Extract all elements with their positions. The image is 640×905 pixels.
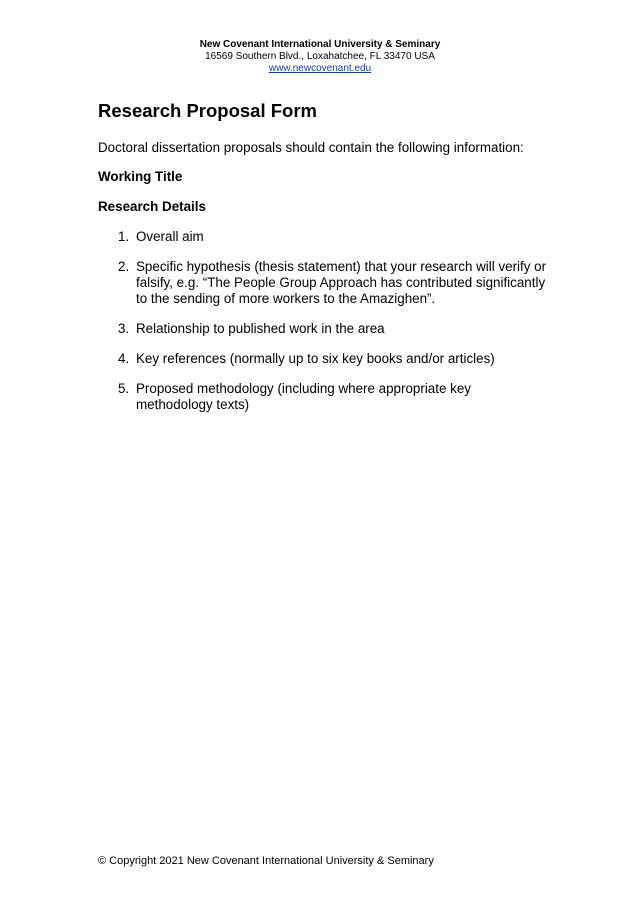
website-link[interactable]: www.newcovenant.edu <box>268 63 372 74</box>
list-item <box>98 259 548 307</box>
list-item <box>98 351 548 367</box>
page-footer: © Copyright 2021 New Covenant International University & Seminary <box>98 855 434 867</box>
list-item-number: 5. <box>118 381 130 396</box>
list-item-number: 4. <box>118 351 130 366</box>
list-item-text: Overall aim <box>136 229 204 244</box>
list-item-text: Key references (normally up to six key books and/or articles) <box>136 351 495 366</box>
organization-name: New Covenant International University & Seminary <box>199 39 441 50</box>
research-details-list <box>98 229 548 413</box>
list-item-number: 2. <box>118 259 130 274</box>
list-item <box>98 321 548 337</box>
intro-paragraph: Doctoral dissertation proposals should contain the following information: <box>98 140 524 155</box>
document-body <box>98 99 548 427</box>
list-item-number: 1. <box>118 229 130 244</box>
list-item-text: Proposed methodology (including where appropriate key methodology texts) <box>136 381 471 412</box>
list-item <box>98 381 548 413</box>
page-title: Research Proposal Form <box>98 100 317 121</box>
working-title-heading: Working Title <box>98 169 183 184</box>
list-item-text: Relationship to published work in the area <box>136 321 385 336</box>
list-item <box>98 229 548 245</box>
page-header <box>0 39 640 75</box>
organization-address: 16569 Southern Blvd., Loxahatchee, FL 33470 USA <box>205 51 435 62</box>
list-item-text: Specific hypothesis (thesis statement) that your research will verify or falsify, e.g. “The People Group Approach has contributed significantly to the sending of more workers to the Amazighen”. <box>136 259 547 306</box>
list-item-number: 3. <box>118 321 130 336</box>
research-details-heading: Research Details <box>98 199 206 214</box>
